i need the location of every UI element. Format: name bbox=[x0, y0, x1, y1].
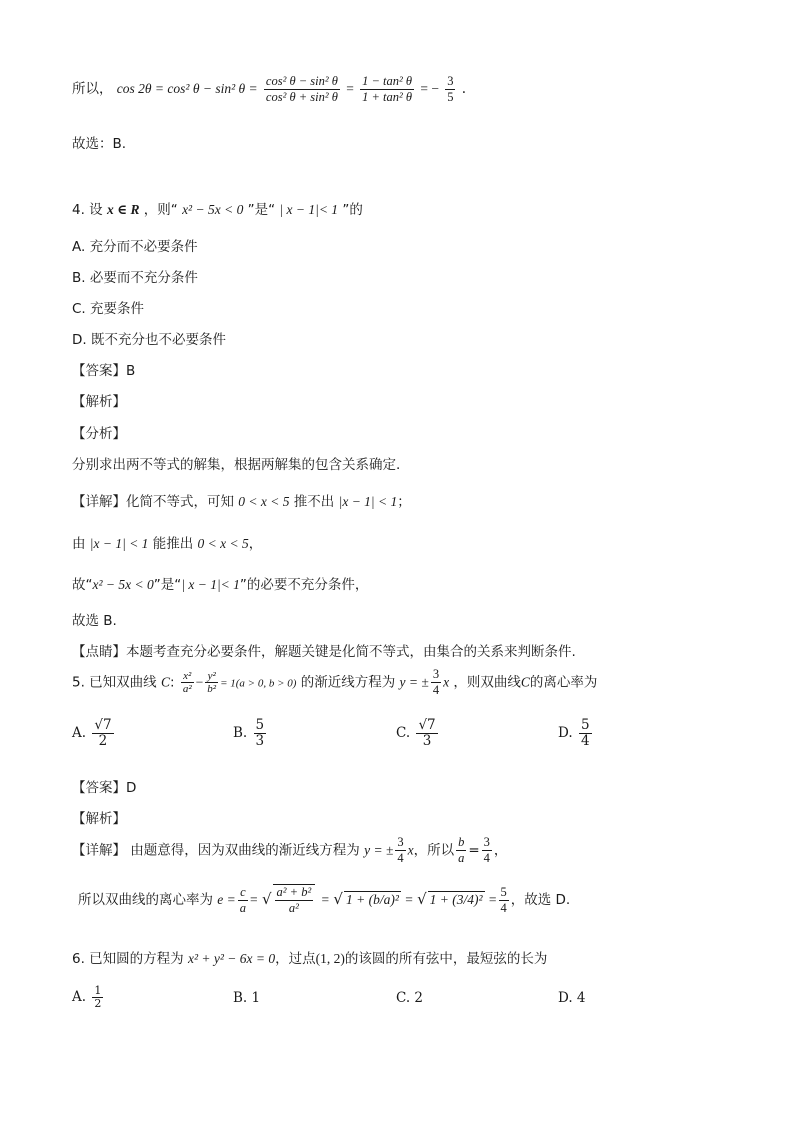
q5-detail-n: 3 bbox=[397, 835, 404, 849]
q3-eq2: = − bbox=[420, 81, 439, 96]
q4-line2-b: 能推出 bbox=[148, 536, 198, 552]
q4-line2-c: ， bbox=[248, 536, 263, 552]
q5-stem-d: 的离心率为 bbox=[529, 674, 598, 691]
q5-stem bbox=[72, 667, 597, 698]
q4-line2-ineq: |x − 1| < 1 bbox=[89, 536, 149, 551]
q4-detail-ineq2: |x − 1| < 1 bbox=[338, 494, 398, 509]
q5-detail-asym: y = ± bbox=[364, 842, 394, 858]
q3-frac3-den: 5 bbox=[447, 90, 454, 104]
q5-ba-d2: 4 bbox=[483, 851, 490, 865]
q5-option-c bbox=[396, 718, 440, 749]
q4-dianjing bbox=[72, 640, 576, 660]
q3-end: . bbox=[461, 81, 467, 97]
q5-asym-lhs: y = ± bbox=[399, 674, 429, 690]
q4-answer-value: B bbox=[126, 363, 136, 379]
q6-opt-a-label: A. bbox=[72, 989, 87, 1005]
q5-opt-b-label: B. bbox=[233, 725, 248, 741]
q5-opt-d-frac bbox=[579, 718, 592, 749]
q4-answer bbox=[72, 359, 135, 379]
q5-asym-den: 4 bbox=[432, 683, 440, 697]
q5-frac-y bbox=[205, 670, 218, 695]
q4-detail-c: ； bbox=[397, 494, 411, 510]
q3-eq1: = bbox=[346, 81, 354, 96]
q5-y2: y² bbox=[205, 670, 218, 683]
q5-stem-b: 的渐近线方程为 bbox=[300, 674, 396, 691]
sqrt-icon: √ bbox=[261, 890, 272, 908]
q5-detail-d: 4 bbox=[397, 851, 404, 865]
q5-colon: : bbox=[169, 674, 175, 691]
q5-ecc-eq2: = bbox=[321, 892, 330, 907]
q6-option-c: C. 2 bbox=[396, 990, 424, 1006]
q3-fraction-3 bbox=[445, 74, 455, 105]
q5-opt-d-num: 5 bbox=[580, 717, 590, 733]
q5-asym-x: x bbox=[443, 674, 450, 690]
q4-detail-b: 推不出 bbox=[289, 494, 339, 510]
q3-frac2-num: 1 − tan² θ bbox=[362, 74, 413, 88]
q4-stem-c: ”是“ bbox=[247, 202, 276, 218]
q5-ecc-eq1: = bbox=[250, 892, 258, 907]
q5-detail-frac bbox=[395, 835, 405, 866]
q6-eq: x² + y² − 6x = 0 bbox=[187, 951, 276, 966]
q5-opt-c-den: 3 bbox=[422, 733, 432, 749]
q5-opt-c-frac bbox=[416, 718, 437, 749]
q3-lhs: cos 2θ = cos² θ − sin² θ = bbox=[116, 81, 258, 96]
q5-stem-c: ，则双曲线 bbox=[453, 674, 521, 691]
q4-detail-ineq1: 0 < x < 5 bbox=[238, 494, 290, 509]
q5-opt-b-den: 3 bbox=[255, 733, 265, 749]
q4-cond2: | x − 1|< 1 bbox=[279, 202, 339, 217]
q5-ecc-result bbox=[499, 885, 509, 916]
q3-answer: 故选：B. bbox=[72, 136, 127, 152]
q4-fenxi-text: 分别求出两不等式的解集，根据两解集的包含关系确定. bbox=[72, 457, 401, 473]
q4-stem-b: ，则“ bbox=[143, 202, 178, 218]
q5-ecc-c: c bbox=[238, 885, 248, 901]
q6-option-b: B. 1 bbox=[233, 990, 261, 1006]
q5-opt-a-label: A. bbox=[72, 725, 87, 741]
q4-dianjing-tag: 【点睛】 bbox=[72, 644, 126, 660]
q5-jiexi: 【解析】 bbox=[72, 811, 126, 827]
q4-option-a: A. 充分而不必要条件 bbox=[72, 239, 198, 255]
q5-ba-eq: = bbox=[468, 842, 480, 859]
q6-stem-b: ，过点 bbox=[275, 951, 316, 967]
q4-stem-d: ”的 bbox=[342, 202, 363, 218]
sqrt-icon: √ bbox=[417, 890, 427, 908]
q4-line3-a: 故“ bbox=[72, 577, 93, 593]
sqrt-icon: √ bbox=[333, 890, 343, 908]
q4-line3-c2: | x − 1|< 1 bbox=[181, 577, 240, 592]
q5-ecc-e: e = bbox=[217, 892, 236, 907]
q5-detail-c: ， bbox=[493, 842, 508, 859]
q3-frac2-den: 1 + tan² θ bbox=[362, 90, 413, 104]
q5-ba-num: b bbox=[458, 835, 465, 849]
q5-ba-n2: 3 bbox=[483, 835, 490, 849]
q5-ecc-res-num: 5 bbox=[500, 884, 507, 899]
q4-option-b: B. 必要而不充分条件 bbox=[72, 270, 198, 286]
q6-point: (1, 2) bbox=[315, 951, 345, 966]
q3-fraction-2 bbox=[360, 74, 414, 105]
q5-ecc-r1-num: a² + b² bbox=[276, 885, 312, 899]
q5-ecc-root3: 1 + (3/4)² bbox=[429, 892, 483, 907]
q5-opt-a-frac bbox=[92, 718, 113, 749]
q3-frac1-num: cos² θ − sin² θ bbox=[265, 74, 338, 88]
q4-detail-1 bbox=[72, 490, 411, 510]
q5-option-b bbox=[233, 718, 268, 749]
q5-ecc-end: ，故选 D. bbox=[510, 892, 571, 908]
q4-detail-2 bbox=[72, 532, 262, 552]
q5-stem-a: 5. 已知双曲线 bbox=[72, 674, 157, 691]
q5-opt-a-num: √7 bbox=[94, 717, 112, 733]
q5-opt-c-label: C. bbox=[396, 725, 411, 741]
q4-line2-ineq2: 0 < x < 5 bbox=[197, 536, 249, 551]
q3-prefix: 所以， bbox=[72, 81, 113, 97]
q5-asym-num: 3 bbox=[432, 667, 440, 681]
q5-opt-d-label: D. bbox=[558, 725, 573, 741]
q4-set: x ∈ R bbox=[106, 202, 140, 217]
q4-option-d: D. 既不充分也不必要条件 bbox=[72, 332, 226, 348]
q5-answer bbox=[72, 776, 136, 796]
q5-ecc-ca bbox=[238, 885, 248, 916]
q4-stem-a: 4. 设 bbox=[72, 202, 103, 218]
q6-stem bbox=[72, 947, 547, 967]
q6-option-d: D. 4 bbox=[558, 990, 586, 1006]
q5-curve: C bbox=[160, 674, 170, 690]
q5-opt-a-den: 2 bbox=[98, 733, 108, 749]
q5-opt-c-num: √7 bbox=[418, 717, 436, 733]
q5-ecc-res-den: 4 bbox=[500, 900, 507, 915]
q4-line3-c1: x² − 5x < 0 bbox=[92, 577, 154, 592]
q5-detail-a: 由题意得，因为双曲线的渐近线方程为 bbox=[126, 842, 365, 859]
q5-ba-den: a bbox=[458, 851, 465, 865]
q6-option-a bbox=[72, 985, 105, 1010]
q4-line3-c: ”的必要不充分条件， bbox=[239, 577, 369, 593]
q3-frac1-den: cos² θ + sin² θ bbox=[265, 90, 338, 104]
q4-detail-tag: 【详解】 bbox=[72, 494, 126, 510]
q4-detail-4: 故选 B. bbox=[72, 613, 117, 629]
q5-x2: x² bbox=[181, 670, 194, 683]
q5-ecc-a: 所以双曲线的离心率为 bbox=[78, 892, 213, 908]
q4-detail-a: 化简不等式，可知 bbox=[126, 494, 239, 510]
q5-ecc-root1 bbox=[273, 884, 316, 916]
q4-option-c: C. 充要条件 bbox=[72, 301, 145, 317]
q3-frac3-num: 3 bbox=[447, 74, 454, 88]
q3-fraction-1 bbox=[264, 74, 340, 105]
q5-detail-1 bbox=[72, 835, 507, 866]
q5-ecc-root2: 1 + (b/a)² bbox=[345, 892, 399, 907]
q5-cond: = 1(a > 0, b > 0) bbox=[220, 677, 297, 690]
q5-detail-b: ，所以 bbox=[413, 842, 455, 859]
q5-stem-c2: C bbox=[520, 674, 530, 690]
q5-option-d bbox=[558, 718, 594, 749]
q6-stem-a: 6. 已知圆的方程为 bbox=[72, 951, 184, 967]
q4-jiexi: 【解析】 bbox=[72, 394, 126, 410]
q5-answer-tag: 【答案】 bbox=[72, 780, 126, 796]
q4-fenxi: 【分析】 bbox=[72, 426, 126, 442]
q5-opt-b-frac bbox=[254, 718, 267, 749]
q5-ba-frac2 bbox=[482, 835, 492, 866]
q5-asym-frac bbox=[431, 667, 441, 698]
q5-minus: − bbox=[195, 674, 204, 690]
q4-line3-b: ”是“ bbox=[153, 577, 182, 593]
q4-dianjing-text: 本题考查充分必要条件，解题关键是化简不等式，由集合的关系来判断条件. bbox=[126, 644, 576, 660]
q6-opt-a-den: 2 bbox=[94, 997, 102, 1010]
q5-option-a bbox=[72, 718, 116, 749]
q6-opt-a-frac bbox=[92, 985, 103, 1010]
q4-line2-a: 由 bbox=[72, 536, 90, 552]
q3-derivation-line bbox=[72, 74, 466, 105]
q4-detail-3 bbox=[72, 573, 368, 593]
q5-opt-d-den: 4 bbox=[580, 733, 590, 749]
q5-b2: b² bbox=[207, 683, 217, 695]
q5-ecc-a2: a bbox=[239, 900, 247, 915]
q4-cond1: x² − 5x < 0 bbox=[182, 202, 244, 217]
q5-ecc-eq4: = bbox=[488, 892, 497, 907]
q5-frac-x bbox=[181, 670, 194, 695]
q5-detail-x: x bbox=[407, 842, 414, 858]
q6-stem-c: 的该圆的所有弦中，最短弦的长为 bbox=[344, 951, 548, 967]
q5-a2: a² bbox=[182, 683, 192, 695]
q5-opt-b-num: 5 bbox=[255, 717, 265, 733]
q5-ecc-eq3: = bbox=[405, 892, 413, 907]
q4-stem bbox=[72, 198, 363, 218]
q4-answer-tag: 【答案】 bbox=[72, 363, 126, 379]
q5-ba-frac bbox=[456, 835, 466, 866]
q6-opt-a-num: 1 bbox=[94, 984, 102, 997]
q5-ecc-line bbox=[78, 884, 570, 916]
q5-answer-value: D bbox=[126, 780, 137, 796]
q5-ecc-r1-den: a² bbox=[288, 901, 299, 915]
q5-detail-tag: 【详解】 bbox=[72, 842, 126, 859]
